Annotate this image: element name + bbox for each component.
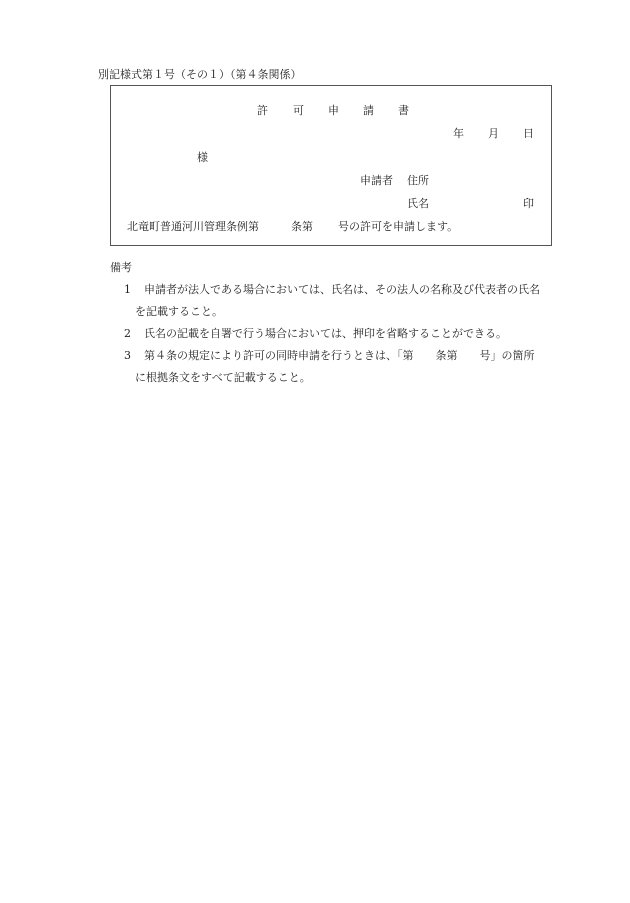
note-continuation: に根拠条文をすべて記載すること。 [135, 371, 311, 384]
date-day-label: 日 [523, 127, 534, 140]
date-month-label: 月 [488, 127, 499, 140]
note-number: 2 [124, 327, 131, 340]
notes-heading: 備考 [110, 261, 132, 274]
note-text: 申請者が法人である場合においては、氏名は、その法人の名称及び代表者の氏名 [144, 283, 540, 296]
note-text: 氏名の記載を自署で行う場合においては、押印を省略することができる。 [144, 327, 507, 340]
note-number: 1 [124, 283, 131, 296]
statement-part2: 条第 [291, 220, 313, 233]
applicant-label: 申請者 [360, 174, 393, 187]
form-title-char: 可 [293, 104, 304, 117]
form-title-char: 許 [257, 104, 268, 117]
address-label: 住所 [407, 174, 429, 187]
date-year-label: 年 [453, 127, 464, 140]
addressee-suffix: 様 [197, 151, 208, 164]
note-number: 3 [124, 349, 131, 362]
statement-part3: 号の許可を申請します。 [338, 220, 459, 233]
form-label: 別記様式第１号（その１）（第４条関係） [98, 68, 302, 81]
note-item [124, 347, 535, 363]
statement-part1: 北竜町普通河川管理条例第 [127, 220, 259, 233]
note-item [124, 325, 507, 341]
note-text: 第４条の規定により許可の同時申請を行うときは、「第 条第 号」の箇所 [144, 349, 535, 362]
form-title-char: 申 [328, 104, 339, 117]
seal-label: 印 [523, 197, 534, 210]
note-item [124, 281, 540, 297]
note-continuation: を記載すること。 [135, 305, 223, 318]
form-title-char: 書 [398, 104, 409, 117]
name-label: 氏名 [407, 197, 429, 210]
application-form [110, 85, 552, 246]
form-title-char: 請 [363, 104, 374, 117]
